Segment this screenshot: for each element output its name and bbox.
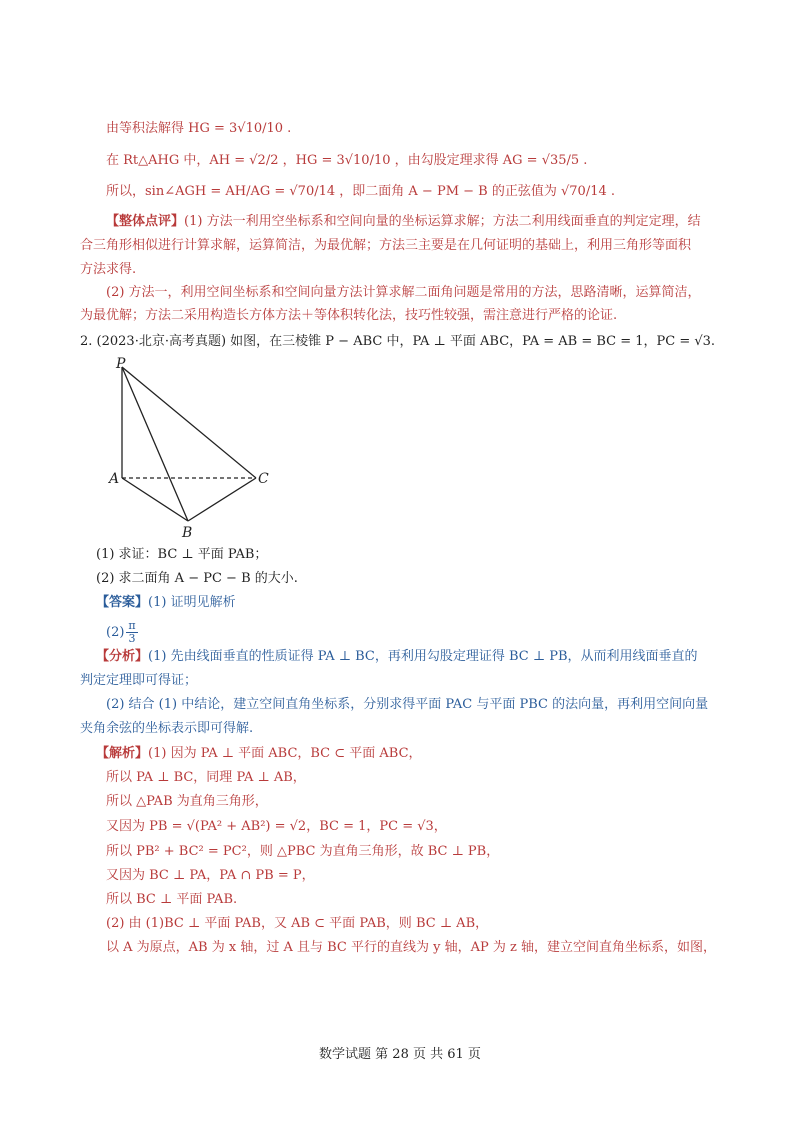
sub-question-2: (2) 求二面角 A − PC − B 的大小. (96, 571, 298, 586)
vertex-label-C: C (258, 471, 269, 487)
answer (96, 594, 236, 612)
answer-2 (106, 620, 140, 646)
page-footer: 数学试题 第 28 页 共 61 页 (319, 1047, 481, 1062)
edge-PC (122, 367, 256, 478)
answer-tag: 【答案】 (96, 595, 149, 610)
analysis-line-1: (1) 先由线面垂直的性质证得 PA ⊥ BC，再利用勾股定理证得 BC ⊥ PB，从而利用线面垂直的 (148, 649, 698, 664)
solution-step-9: 以 A 为原点，AB 为 x 轴，过 A 且与 BC 平行的直线为 y 轴，AP 为 z 轴，建立空间直角坐标系，如图， (106, 940, 716, 955)
solution-step-4: 又因为 PB = √(PA² + AB²) = √2，BC = 1，PC = √3， (106, 819, 447, 834)
comment-line-2: 合三角形相似进行计算求解，运算简洁，为最优解；方法三主要是在几何证明的基础上，利用三角形等面积 (80, 238, 692, 253)
overall-comment (106, 213, 701, 231)
solution-step-1: (1) 因为 PA ⊥ 平面 ABC，BC ⊂ 平面 ABC， (148, 746, 422, 761)
solution-line-1: 由等积法解得 HG = 3√10/10 . (106, 121, 292, 136)
solution-step-3: 所以 △PAB 为直角三角形， (106, 794, 268, 809)
vertex-label-P: P (116, 356, 126, 372)
overall-comment-tag: 【整体点评】 (106, 214, 185, 229)
analysis-tag: 【分析】 (96, 649, 149, 664)
solution-step-6: 又因为 BC ⊥ PA，PA ∩ PB = P， (106, 868, 315, 883)
comment-line-4: (2) 方法一，利用空间坐标系和空间向量方法计算求解二面角问题是常用的方法，思路清晰，运算简洁， (106, 285, 701, 300)
vertex-label-A: A (109, 471, 120, 487)
solution-step-2: 所以 PA ⊥ BC，同理 PA ⊥ AB， (106, 770, 306, 785)
edge-BC (188, 478, 256, 521)
sub-question-1: (1) 求证：BC ⊥ 平面 PAB； (96, 547, 268, 562)
comment-line-5: 为最优解；方法二采用构造长方体方法＋等体积转化法，技巧性较强，需注意进行严格的论证. (80, 308, 618, 323)
solution (96, 745, 422, 763)
vertex-label-B: B (182, 525, 193, 540)
overall-comment-text: (1) 方法一利用空坐标系和空间向量的坐标运算求解；方法二利用线面垂直的判定定理，结 (184, 214, 701, 229)
answer-2-fraction (126, 620, 137, 645)
pyramid-figure (100, 355, 290, 540)
question-2: 2. (2023·北京·高考真题) 如图，在三棱锥 P − ABC 中，PA ⊥ 平面 ABC，PA = AB = BC = 1，PC = √3. (80, 334, 716, 349)
solution-line-2: 在 Rt△AHG 中，AH = √2/2 ，HG = 3√10/10 ，由勾股定理求得 AG = √35/5 . (106, 153, 588, 168)
solution-tag: 【解析】 (96, 746, 149, 761)
analysis-line-3: (2) 结合 (1) 中结论，建立空间直角坐标系，分别求得平面 PAC 与平面 PBC 的法向量，再利用空间向量 (106, 697, 709, 712)
solution-step-5: 所以 PB² + BC² = PC²，则 △PBC 为直角三角形，故 BC ⊥ PB， (106, 844, 500, 859)
fraction-numerator: π (128, 619, 136, 632)
solution-step-7: 所以 BC ⊥ 平面 PAB. (106, 892, 238, 907)
comment-line-3: 方法求得. (80, 262, 137, 277)
solution-step-8: (2) 由 (1)BC ⊥ 平面 PAB，又 AB ⊂ 平面 PAB，则 BC ⊥ AB， (106, 916, 489, 931)
analysis-line-2: 判定定理即可得证； (80, 673, 198, 688)
answer-2-label: (2) (106, 625, 125, 640)
analysis-line-4: 夹角余弦的坐标表示即可得解. (80, 721, 254, 736)
answer-1: (1) 证明见解析 (148, 595, 236, 610)
fraction-denominator: 3 (128, 632, 136, 645)
edge-PB (122, 367, 188, 521)
analysis (96, 648, 698, 666)
solution-line-3: 所以，sin∠AGH = AH/AG = √70/14 ，即二面角 A − PM − B 的正弦值为 √70/14 . (106, 184, 615, 199)
